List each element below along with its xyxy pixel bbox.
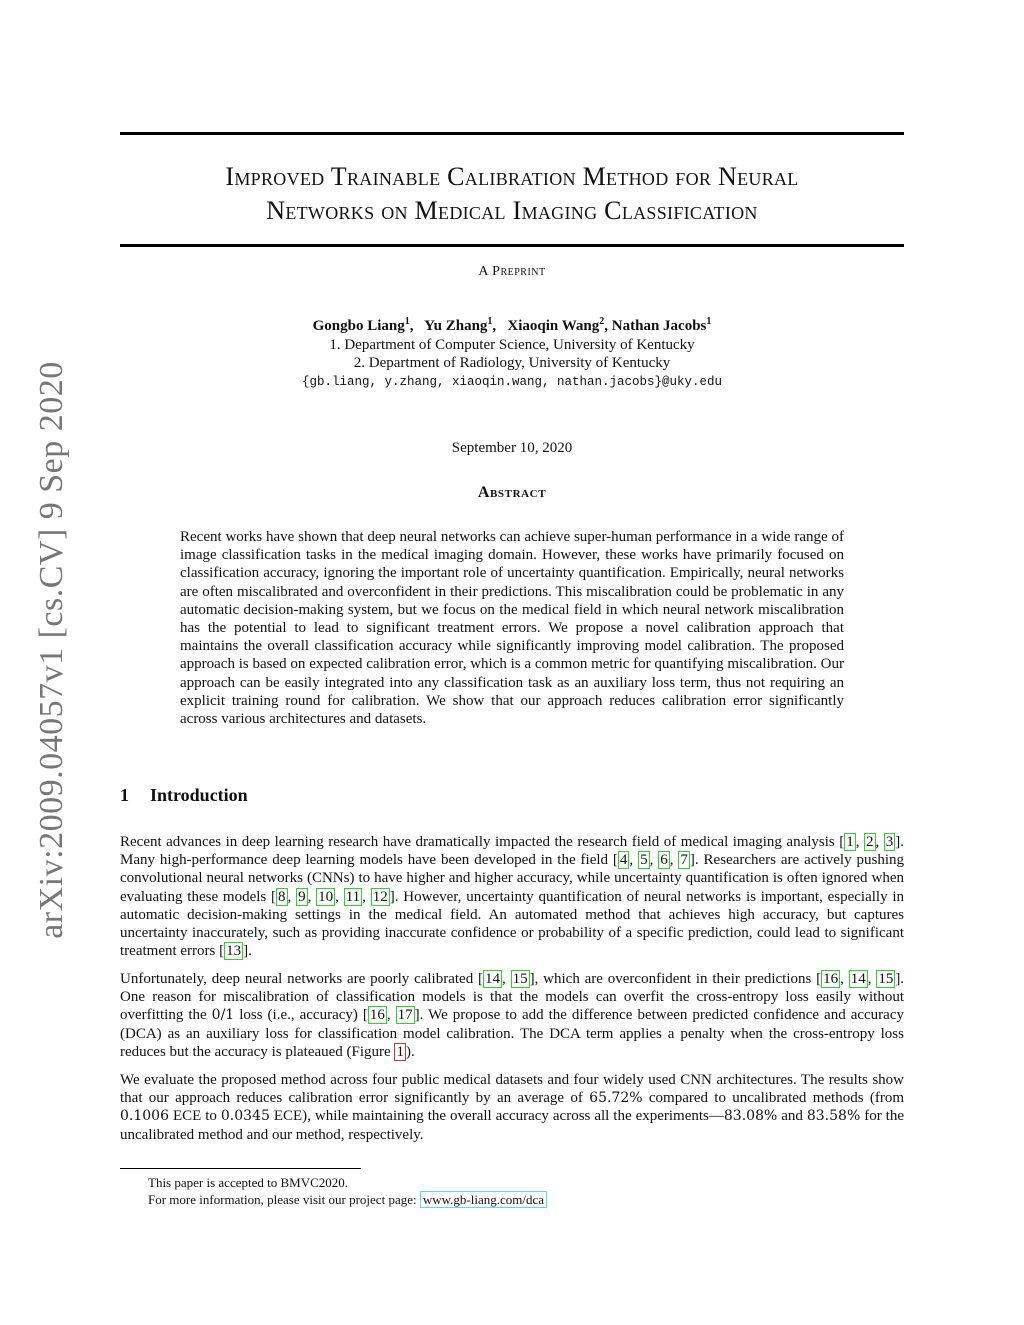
citation-link[interactable]: 2: [866, 834, 874, 850]
paragraph-text: ]. Many high-performance deep learning models have been developed in the field [: [120, 834, 905, 869]
citation-link[interactable]: 17: [397, 1007, 413, 1024]
section-heading: [120, 785, 248, 806]
figure-link[interactable]: 1: [396, 1043, 404, 1060]
arxiv-id-label: arXiv:2009.04057v1 [cs.CV] 9 Sep 2020: [33, 361, 70, 939]
math-expression: 0/1: [211, 1007, 235, 1024]
paragraph-text: ], which are overconfident in their predictions [: [529, 971, 822, 987]
paragraph-text: ].: [243, 943, 252, 960]
citation-link[interactable]: 15: [878, 971, 894, 987]
paragraph-text: ECE), while maintaining the overall accuracy across all the experiments—: [269, 1108, 724, 1125]
footnote-text: For more information, please visit our project page:: [148, 1192, 420, 1207]
intro-paragraph-2: Unfortunately, deep neural networks are poorly calibrated [ 14 , 15 ], which are overconfident in their predictions [ 16 , 14 , 15 ]. One reason for miscalibration of classification models is that the models can overfit the cross-entropy loss easily without overfitting the 0/1 loss (i.e., accuracy) [ 16 , 17 ]. We propose to add the difference between predicted confidence and accuracy (DCA) as an auxiliary loss for classification model calibration. The DCA term applies a penalty when the cross-entropy loss reduces but the accuracy is plateaued (Figure 1 ).: [120, 971, 905, 1060]
citation-link[interactable]: 13: [226, 943, 242, 960]
title-bottom-rule: [120, 244, 904, 247]
affiliation-2: 2. Department of Radiology, University of Kentucky: [353, 355, 671, 371]
paragraph-text: ECE to: [169, 1108, 221, 1125]
math-expression: 83.58%: [806, 1108, 861, 1125]
citation-link[interactable]: 9: [298, 888, 306, 905]
math-expression: 0.1006: [120, 1108, 169, 1125]
author-name: Yu Zhang: [424, 318, 488, 334]
paragraph-text: loss (i.e., accuracy) [: [234, 1007, 368, 1024]
preprint-label: A Preprint: [478, 264, 546, 279]
publication-date: September 10, 2020: [451, 440, 573, 456]
paragraph-text: compared to uncalibrated methods (from: [642, 1090, 905, 1107]
citation-link[interactable]: 16: [369, 1007, 385, 1024]
citation-link[interactable]: 12: [372, 888, 388, 905]
citation-link[interactable]: 5: [640, 852, 648, 869]
paragraph-text: Recent advances in deep learning research have dramatically impacted the research field of medical imaging analysis [: [120, 834, 845, 850]
math-expression: 0.0345: [220, 1108, 270, 1125]
citation-link[interactable]: 8: [278, 888, 286, 905]
title-top-rule: [120, 132, 904, 135]
author-emails: {gb.liang, y.zhang, xiaoqin.wang, nathan.jacobs}@uky.edu: [301, 375, 723, 389]
citation-link[interactable]: 7: [680, 852, 688, 869]
citation-link[interactable]: 15: [512, 971, 528, 987]
footnote-2: [148, 1192, 547, 1208]
section-number: 1: [120, 785, 129, 805]
section-title: Introduction: [150, 785, 248, 805]
citation-link[interactable]: 3: [885, 834, 894, 850]
paragraph-text: for the uncalibrated method and our method, respectively.: [120, 1108, 904, 1143]
math-expression: 83.08%: [723, 1108, 778, 1125]
citation-link[interactable]: 4: [619, 852, 628, 869]
paragraph-text: ]. One reason for miscalibration of classification models is that the models can overfit the cross-entropy loss easily without overfitting the: [120, 971, 905, 1024]
paper-title: [120, 160, 904, 228]
intro-paragraph-1: Recent advances in deep learning research have dramatically impacted the research field of medical imaging analysis [ 1 , 2 , 3 ]. Many high-performance deep learning models have been developed in the field [ 4 , 5 , 6 , 7 ]. Researchers are actively pushing convolutional neural networks (CNNs) to have higher and higher accuracy, while uncertainty quantification is often ignored when evaluating these models [ 8 , 9 , 10 , 11 , 12 ]. However, uncertainty quantification of neural networks is important, especially in automatic decision-making settings in the medical field. An automated method that achieves high accuracy, but captures uncertainty inaccurately, such as providing inaccurate confidence or probability of a specific prediction, could lead to significant treatment errors [ 13 ].: [120, 834, 905, 960]
abstract-heading: Abstract: [477, 484, 547, 501]
paragraph-text: Unfortunately, deep neural networks are poorly calibrated [: [120, 971, 484, 987]
title-line-1: Improved Trainable Calibration Method for Neural: [225, 162, 799, 191]
citation-link[interactable]: 1: [846, 834, 854, 850]
citation-link[interactable]: 11: [345, 888, 361, 905]
intro-paragraph-3: [120, 1071, 904, 1144]
citation-link[interactable]: 14: [850, 971, 866, 987]
citation-link[interactable]: 16: [823, 971, 839, 987]
citation-link[interactable]: 14: [485, 971, 501, 987]
paragraph-text: ).: [405, 1043, 415, 1060]
author-affil-mark: 2: [599, 316, 605, 327]
author-name: Xiaoqin Wang: [507, 318, 600, 334]
paragraph-text: ]. However, uncertainty quantification of neural networks is important, especially in automatic decision-making settings in the medical field. An automated method that achieves high accuracy, but captures uncertainty inaccurately, such as providing inaccurate confidence or probability of a specific prediction, could lead to significant treatment errors [: [120, 888, 905, 960]
author-affil-mark: 1: [706, 316, 712, 327]
paragraph-text: We evaluate the proposed method across four public medical datasets and four widely used CNN architectures. The results show that our approach reduces calibration error significantly by an average of: [120, 1072, 904, 1107]
footnote-1: This paper is accepted to BMVC2020.: [148, 1175, 349, 1190]
author-name: Gongbo Liang: [312, 318, 405, 334]
paragraph-text: ]. We propose to add the difference between predicted confidence and accuracy (DCA) as an auxiliary loss for classification model calibration. The DCA term applies a penalty when the cross-entropy loss reduces but the accuracy is plateaued (Figure: [120, 1007, 904, 1060]
citation-link[interactable]: 6: [660, 852, 668, 869]
footnote-rule: [120, 1168, 361, 1169]
affiliation-1: 1. Department of Computer Science, University of Kentucky: [329, 337, 695, 353]
citation-link[interactable]: 10: [318, 888, 334, 905]
title-line-2: Networks on Medical Imaging Classification: [266, 196, 758, 225]
paragraph-text: and: [777, 1108, 807, 1125]
author-affil-mark: 1: [404, 316, 410, 327]
author-affil-mark: 1: [487, 316, 493, 327]
math-expression: 65.72%: [589, 1090, 643, 1107]
arxiv-sidebar: [22, 355, 82, 945]
project-page-link[interactable]: www.gb-liang.com/dca: [420, 1191, 547, 1208]
author-name: Nathan Jacobs: [611, 318, 707, 334]
author-list: Gongbo Liang$^1$, Yu Zhang$^1$, Xiaoqin Wang$^2$, Nathan Jacobs$^1$: [312, 316, 712, 334]
paragraph-text: ]. Researchers are actively pushing convolutional neural networks (CNNs) to have higher and higher accuracy, while uncertainty quantification is often ignored when evaluating these models [: [120, 852, 904, 905]
abstract-text: Recent works have shown that deep neural networks can achieve super-human performance in a wide range of image classification tasks in the medical imaging domain. However, these works have primarily focused on classification accuracy, ignoring the important role of uncertainty quantification. Empirically, neural networks are often miscalibrated and overconfident in their predictions. This miscalibration could be problematic in any automatic decision-making system, but we focus on the medical field in which neural network miscalibration has the potential to lead to significant treatment errors. We propose a novel calibration approach that maintains the overall classification accuracy while significantly improving model calibration. The proposed approach is based on expected calibration error, which is a common metric for quantifying miscalibration. Our approach can be easily integrated into any classification task as an auxiliary loss term, thus not requiring an explicit training round for calibration. We show that our approach reduces calibration error significantly across various architectures and datasets.: [180, 529, 844, 728]
